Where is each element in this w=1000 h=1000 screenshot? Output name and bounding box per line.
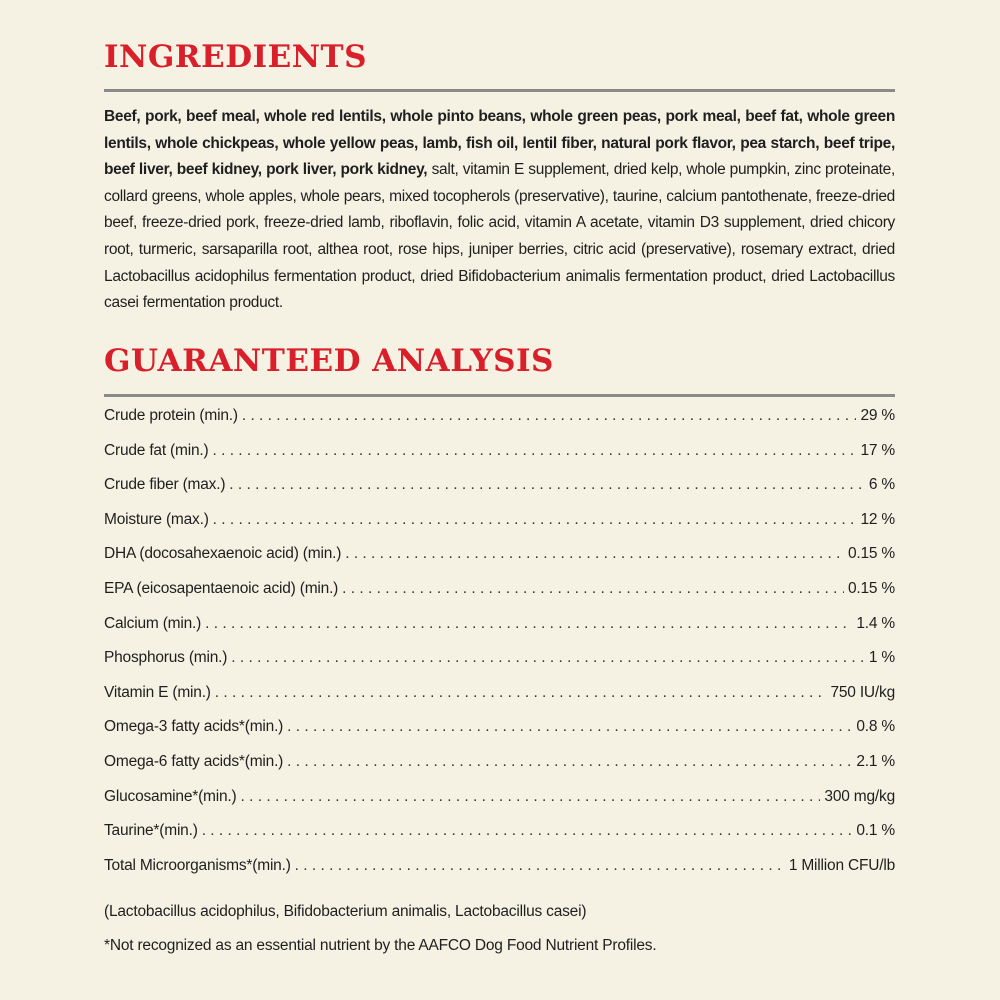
leader-dots [202, 817, 853, 845]
analysis-table [104, 402, 895, 886]
leader-dots [213, 506, 857, 534]
analysis-label: Phosphorus (min.) [104, 649, 228, 667]
analysis-label: Total Microorganisms*(min.) [104, 856, 291, 874]
analysis-label: Crude protein (min.) [104, 407, 238, 424]
leader-dots [231, 644, 865, 672]
analysis-row [104, 679, 895, 714]
leader-dots [287, 713, 852, 741]
analysis-row [104, 852, 895, 887]
analysis-label: Vitamin E (min.) [104, 683, 211, 701]
leader-dots [287, 748, 852, 776]
analysis-value: 300 mg/kg [824, 787, 895, 805]
leader-dots [205, 610, 852, 638]
analysis-row [104, 506, 895, 541]
leader-dots [242, 402, 857, 430]
analysis-value: 17 % [860, 441, 895, 459]
analysis-row [104, 644, 895, 679]
analysis-row [104, 817, 895, 852]
analysis-value: 12 % [860, 510, 895, 528]
ingredients-divider [104, 89, 895, 92]
analysis-row [104, 713, 895, 748]
analysis-row [104, 540, 895, 575]
analysis-value: 0.8 % [856, 718, 895, 736]
leader-dots [215, 679, 827, 707]
analysis-label: Glucosamine*(min.) [104, 787, 237, 805]
analysis-label: Omega-3 fatty acids*(min.) [104, 718, 284, 736]
ingredients-secondary: salt, vitamin E supplement, dried kelp, whole pumpkin, zinc proteinate, collard greens, whole apples, whole pears, mixed tocopherols (preservative), taurine, calcium pantothenate, freeze-dried beef, freeze-dried pork, freeze-dried lamb, riboflavin, folic acid, vitamin A acetate, vitamin D3 supplement, dried chicory root, turmeric, sarsaparilla root, althea root, rose hips, juniper berries, citric acid (preservative), rosemary extract, dried Lactobacillus acidophilus fermentation product, dried Bifidobacterium animalis fermentation product, dried Lactobacillus casei fermentation product. [104, 161, 895, 312]
analysis-row [104, 610, 895, 645]
ingredients-primary: Beef, pork, beef meal, whole red lentils, whole pinto beans, whole green peas, pork meal, beef fat, whole green lentils, whole chickpeas, whole yellow peas, lamb, fish oil, lentil fiber, natural pork flavor, pea starch, beef tripe, beef liver, beef kidney, pork liver, pork kidney, [104, 108, 895, 179]
analysis-row [104, 748, 895, 783]
analysis-row [104, 783, 895, 818]
analysis-heading: GUARANTEED ANALYSIS [104, 343, 554, 379]
analysis-value: 1.4 % [856, 614, 895, 632]
leader-dots [212, 437, 856, 465]
analysis-value: 0.15 % [847, 545, 895, 563]
analysis-label: Taurine*(min.) [104, 822, 198, 840]
analysis-value: 29 % [860, 407, 895, 424]
analysis-value: 0.1 % [856, 822, 895, 840]
analysis-value: 750 IU/kg [830, 683, 895, 701]
analysis-label: Crude fat (min.) [104, 441, 209, 459]
ingredients-list [104, 104, 895, 317]
analysis-value: 0.15 % [847, 579, 895, 597]
leader-dots [241, 783, 821, 811]
analysis-divider [104, 394, 895, 397]
analysis-value: 1 Million CFU/lb [788, 856, 895, 874]
leader-dots [342, 575, 844, 603]
analysis-label: EPA (eicosapentaenoic acid) (min.) [104, 579, 339, 597]
analysis-label: Crude fiber (max.) [104, 476, 226, 494]
analysis-label: Moisture (max.) [104, 510, 209, 528]
analysis-row [104, 437, 895, 472]
footnote: *Not recognized as an essential nutrient by the AAFCO Dog Food Nutrient Profiles. [104, 937, 657, 954]
analysis-label: Calcium (min.) [104, 614, 202, 632]
microorganisms-note: (Lactobacillus acidophilus, Bifidobacterium animalis, Lactobacillus casei) [104, 903, 587, 920]
ingredients-heading: INGREDIENTS [104, 39, 368, 75]
analysis-label: DHA (docosahexaenoic acid) (min.) [104, 545, 342, 563]
analysis-value: 1 % [868, 649, 895, 667]
analysis-value: 2.1 % [856, 752, 895, 770]
analysis-row [104, 575, 895, 610]
analysis-row [104, 402, 895, 437]
analysis-row [104, 471, 895, 506]
leader-dots [345, 540, 844, 568]
leader-dots [295, 852, 785, 880]
analysis-label: Omega-6 fatty acids*(min.) [104, 752, 284, 770]
leader-dots [229, 471, 865, 499]
analysis-value: 6 % [868, 476, 895, 494]
